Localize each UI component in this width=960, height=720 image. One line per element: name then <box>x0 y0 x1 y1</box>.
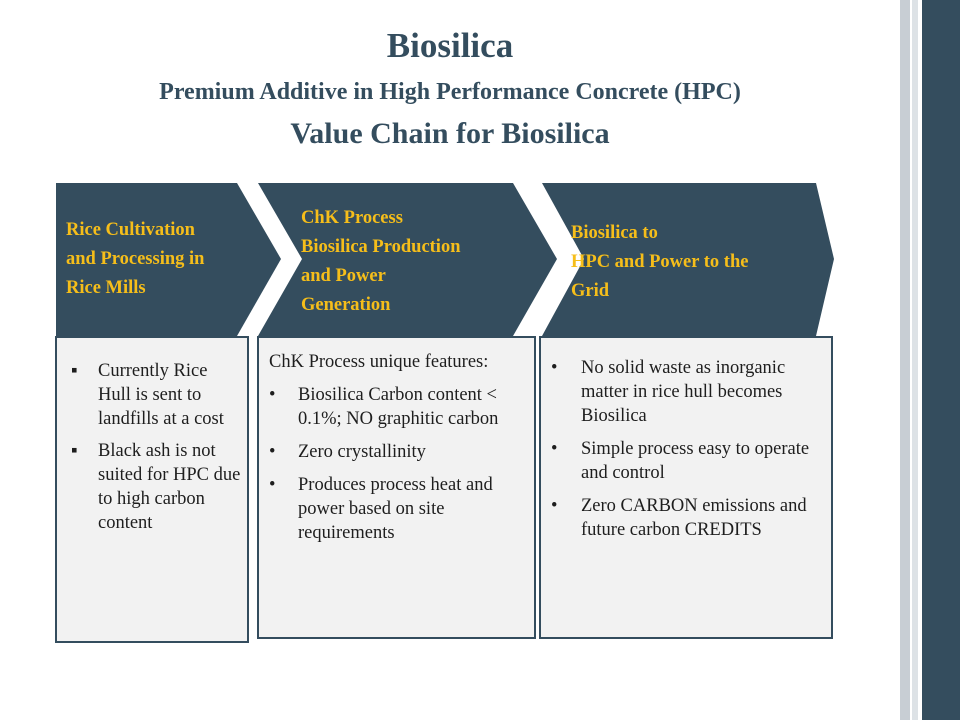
bullet-item: ▪ Black ash is not suited for HPC due to high carbon content <box>71 441 241 533</box>
bullet-item: • No solid waste as inorganic matter in rice hull becomes Biosilica <box>551 358 786 426</box>
slide-subtitle: Premium Additive in High Performance Concrete (HPC) <box>159 79 741 105</box>
chevron-stage-2-label: ChK Process Biosilica Production and Power Generation <box>301 208 461 315</box>
bullet-item: • Simple process easy to operate and control <box>551 439 810 483</box>
round-bullet-icon: • <box>269 475 276 495</box>
round-bullet-icon: • <box>551 439 558 459</box>
bullet-item: • Zero crystallinity <box>269 442 426 462</box>
sidebar-stripe-light <box>900 0 910 720</box>
stage-3-box <box>539 336 833 639</box>
chevron-stage-3-label: Biosilica to HPC and Power to the Grid <box>571 223 749 301</box>
chevron-stage-1-label: Rice Cultivation and Processing in Rice Mills <box>66 220 205 298</box>
bullet-item: ▪ Currently Rice Hull is sent to landfills at a cost <box>71 361 224 429</box>
square-bullet-icon: ▪ <box>71 361 78 381</box>
slide-heading: Value Chain for Biosilica <box>290 117 610 150</box>
stage-2-intro: ChK Process unique features: <box>269 352 489 372</box>
round-bullet-icon: • <box>551 496 558 516</box>
bullet-item: • Produces process heat and power based on site requirements <box>269 475 493 543</box>
stage-1-box <box>55 336 249 643</box>
bullet-item: • Zero CARBON emissions and future carbon CREDITS <box>551 496 807 540</box>
sidebar-stripe-mid <box>912 0 918 720</box>
slide-title: Biosilica <box>386 26 514 65</box>
square-bullet-icon: ▪ <box>71 441 78 461</box>
round-bullet-icon: • <box>269 442 276 462</box>
round-bullet-icon: • <box>551 358 558 378</box>
round-bullet-icon: • <box>269 385 276 405</box>
stage-2-box <box>257 336 536 639</box>
sidebar-stripe-dark <box>922 0 960 720</box>
bullet-item: • Biosilica Carbon content < 0.1%; NO graphitic carbon <box>269 385 499 429</box>
